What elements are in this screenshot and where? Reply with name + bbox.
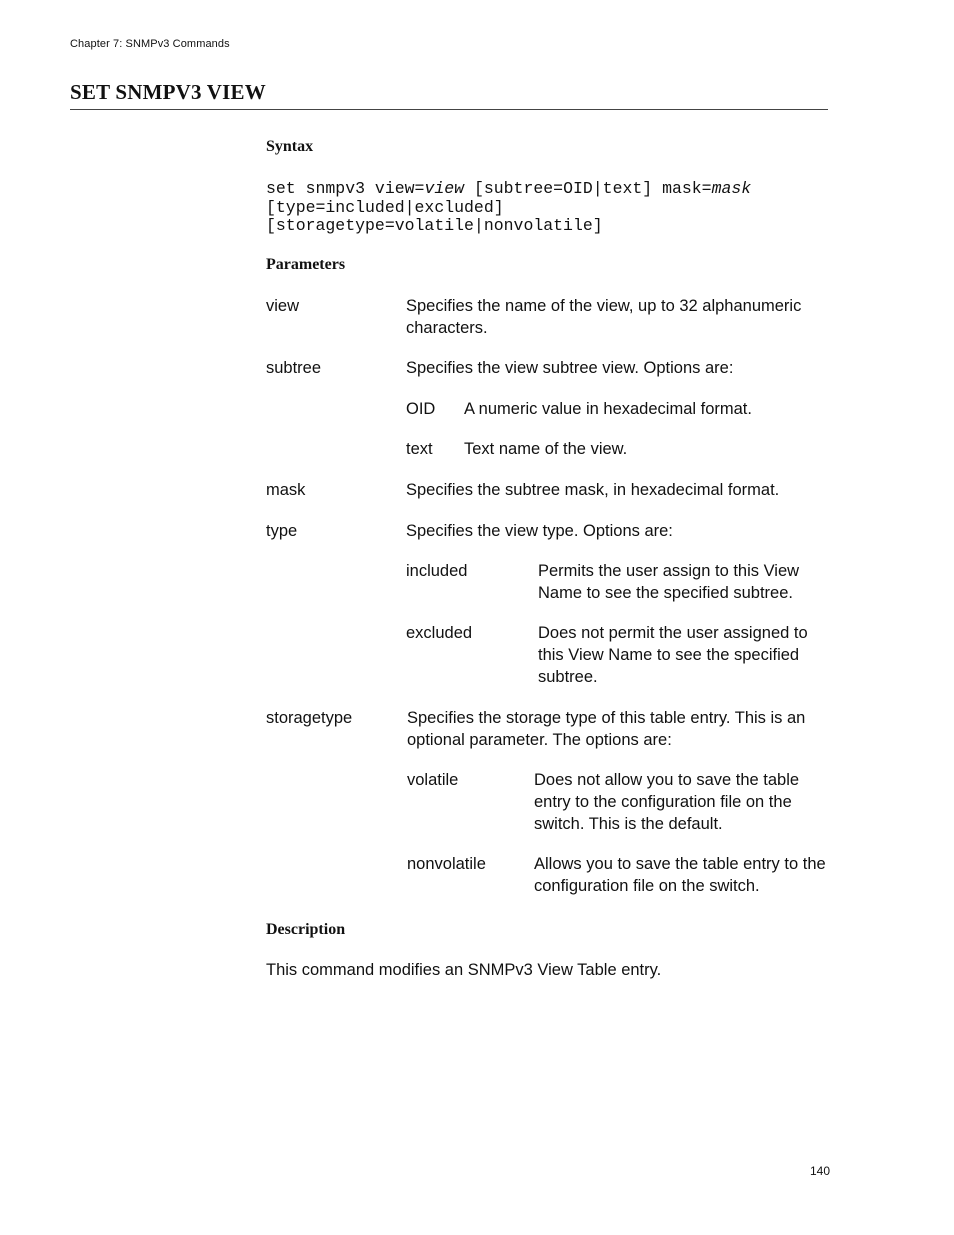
running-header: Chapter 7: SNMPv3 Commands <box>70 38 230 50</box>
option-term-oid: OID <box>406 400 436 418</box>
syntax-view-placeholder: view <box>424 179 465 198</box>
option-term-included: included <box>406 562 468 580</box>
param-desc-subtree: Specifies the view subtree view. Options are: <box>406 359 734 377</box>
syntax-line-2: [type=included|excluded] <box>266 198 504 217</box>
title-rule <box>70 109 828 110</box>
syntax-line-1 <box>266 179 751 198</box>
option-desc-excluded: Does not permit the user assigned to this View Name to see the specified subtree. <box>538 624 808 686</box>
syntax-heading: Syntax <box>266 138 314 155</box>
page-number: 140 <box>810 1164 831 1178</box>
syntax-line-3: [storagetype=volatile|nonvolatile] <box>266 216 603 235</box>
syntax-line-1-c: [subtree=OID|text] mask= <box>464 179 712 198</box>
param-term-view: view <box>266 297 300 315</box>
option-term-text: text <box>406 440 433 458</box>
param-term-subtree: subtree <box>266 359 322 377</box>
option-term-nonvolatile: nonvolatile <box>407 855 486 873</box>
option-desc-nonvolatile: Allows you to save the table entry to the configuration file on the switch. <box>534 855 826 895</box>
syntax-mask-placeholder: mask <box>711 179 752 198</box>
param-term-mask: mask <box>266 481 306 499</box>
option-desc-volatile: Does not allow you to save the table entry to the configuration file on the switch. This is the default. <box>534 771 800 833</box>
description-text: This command modifies an SNMPv3 View Table entry. <box>266 961 662 979</box>
option-desc-text: Text name of the view. <box>464 440 628 458</box>
option-desc-included: Permits the user assign to this View Name to see the specified subtree. <box>538 562 800 602</box>
param-desc-type: Specifies the view type. Options are: <box>406 522 673 540</box>
page-title: SET SNMPV3 VIEW <box>70 80 266 104</box>
param-term-storagetype: storagetype <box>266 709 353 727</box>
parameters-heading: Parameters <box>266 256 346 273</box>
param-desc-storagetype: Specifies the storage type of this table entry. This is an optional parameter. The options are: <box>407 709 806 749</box>
description-heading: Description <box>266 921 346 938</box>
syntax-line-1-a: set snmpv3 view= <box>266 179 425 198</box>
option-desc-oid: A numeric value in hexadecimal format. <box>464 400 752 418</box>
param-term-type: type <box>266 522 298 540</box>
param-desc-view: Specifies the name of the view, up to 32 alphanumeric characters. <box>406 297 802 337</box>
param-desc-mask: Specifies the subtree mask, in hexadecimal format. <box>406 481 780 499</box>
option-term-excluded: excluded <box>406 624 473 642</box>
option-term-volatile: volatile <box>407 771 459 789</box>
